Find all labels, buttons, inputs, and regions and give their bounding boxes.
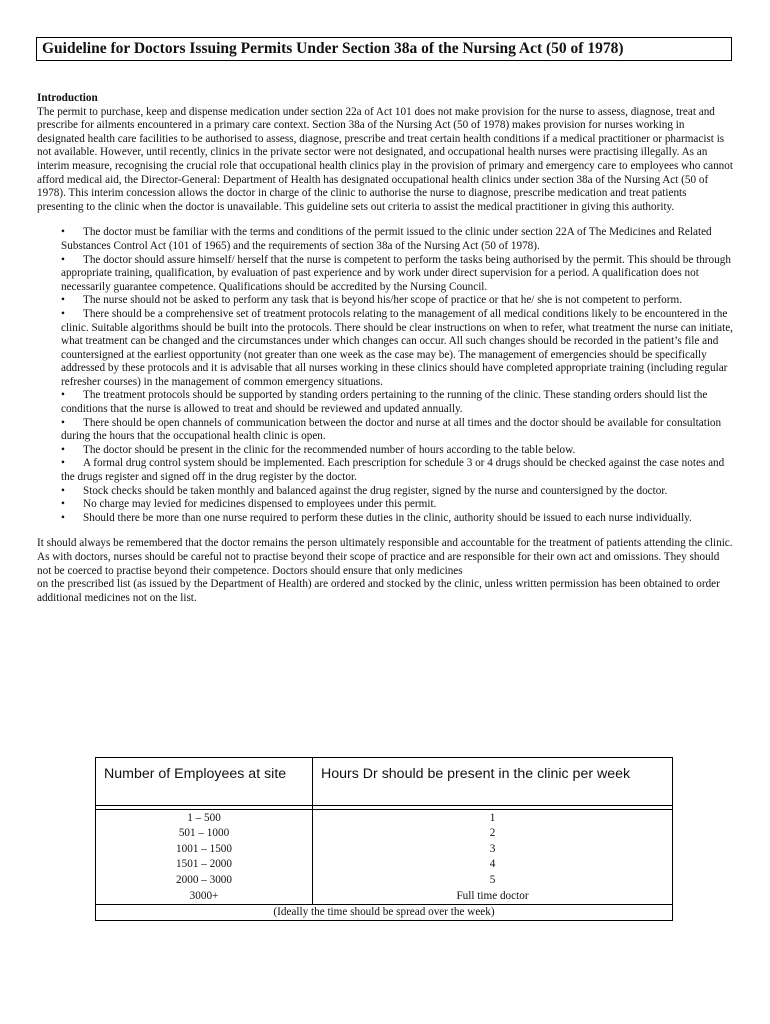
header-employees: Number of Employees at site [96, 758, 313, 806]
hours-cell: 2 [313, 826, 673, 842]
bullet-item [61, 485, 733, 499]
bullet-text: The treatment protocols should be supported by standing orders pertaining to the running of the clinic. These standing orders should list the conditions that the nurse is allowed to treat and should be reviewed and updated annually. [61, 389, 708, 416]
bullet-item [61, 512, 733, 526]
bullet-item [61, 294, 733, 308]
closing-section [37, 537, 733, 605]
table-note: (Ideally the time should be spread over the week) [96, 904, 673, 921]
table-row [96, 872, 673, 888]
bullet-icon: • [61, 443, 65, 456]
bullet-text: A formal drug control system should be implemented. Each prescription for schedule 3 or 4 drugs should be checked against the case notes and the drugs register and signed off in the drug register by the doctor. [61, 457, 725, 484]
employees-cell: 501 – 1000 [96, 826, 313, 842]
table-row [96, 857, 673, 873]
guideline-bullet-list [37, 226, 733, 525]
bullet-icon: • [61, 498, 65, 511]
employees-cell: 1501 – 2000 [96, 857, 313, 873]
table-row [96, 826, 673, 842]
employees-cell: 1001 – 1500 [96, 841, 313, 857]
bullet-item [61, 308, 733, 390]
hours-table [95, 757, 673, 921]
bullet-text: Stock checks should be taken monthly and balanced against the drug register, signed by the nurse and countersigned by the doctor. [83, 484, 668, 497]
hours-cell: 1 [313, 810, 673, 826]
bullet-item [61, 444, 733, 458]
employees-cell: 2000 – 3000 [96, 872, 313, 888]
hours-cell: 4 [313, 857, 673, 873]
bullet-text: No charge may levied for medicines dispensed to employees under this permit. [83, 498, 437, 511]
bullet-item [61, 254, 733, 295]
closing-paragraph-continued: on the prescribed list (as issued by the Department of Health) are ordered and stocked by the clinic, unless written permission has been obtained to order additional medicines not on the list. [37, 578, 720, 604]
table-note-row [96, 904, 673, 921]
bullet-item [61, 457, 733, 484]
hours-cell: 3 [313, 841, 673, 857]
table-row [96, 810, 673, 826]
bullet-item [61, 417, 733, 444]
bullet-text: The doctor should assure himself/ herself that the nurse is competent to perform the tasks being authorised by the permit. This should be through appropriate training, qualification, by evaluation of past experience and by work under direct supervision for a period. A qualification does not necessarily guarantee competence. Qualifications should be accredited by the Nursing Council. [61, 253, 731, 293]
table-header-row [96, 758, 673, 806]
bullet-item [61, 498, 733, 512]
introduction-heading: Introduction [37, 92, 98, 104]
bullet-text: Should there be more than one nurse required to perform these duties in the clinic, authority should be issued to each nurse individually. [83, 511, 692, 524]
hours-cell: 5 [313, 872, 673, 888]
bullet-icon: • [61, 294, 65, 307]
bullet-text: There should be a comprehensive set of treatment protocols relating to the management of all medical conditions likely to be encountered in the clinic. Suitable algorithms should be built into the protocols. There should be clear instructions on when to refer, what treatment the nurse can initiate, what treatment can be changed and the circumstances under which changes can occur. All such changes should be recorded in the patient’s file and countersigned at the earliest opportunity (not greater than one week as the case may be). The management of emergencies should be specifically addressed by these protocols and it is advisable that all nurses working in these clinics should have completed appropriate training (including regular refresher courses) in the management of common emergency situations. [61, 307, 733, 388]
bullet-icon: • [61, 416, 65, 429]
employees-cell: 1 – 500 [96, 810, 313, 826]
table-row [96, 841, 673, 857]
bullet-icon: • [61, 226, 65, 239]
bullet-icon: • [61, 307, 65, 320]
bullet-text: There should be open channels of communication between the doctor and nurse at all times and the doctor should be available for consultation during the hours that the occupational health clinic is open. [61, 416, 722, 443]
table-row [96, 888, 673, 904]
document-title: Guideline for Doctors Issuing Permits Under Section 38a of the Nursing Act (50 of 1978) [36, 37, 732, 61]
bullet-text: The nurse should not be asked to perform any task that is beyond his/her scope of practice or that he/ she is not competent to perform. [83, 294, 682, 307]
closing-paragraph: It should always be remembered that the doctor remains the person ultimately responsible and accountable for the treatment of patients attending the clinic. As with doctors, nurses should be careful not to practise beyond their scope of practice and are responsible for their own act and omissions. They should not be coerced to practise beyond their competence. Doctors should ensure that only medicines [37, 537, 733, 577]
document-body [37, 92, 733, 605]
bullet-text: The doctor should be present in the clinic for the recommended number of hours according to the table below. [83, 443, 576, 456]
bullet-icon: • [61, 457, 65, 470]
bullet-item [61, 389, 733, 416]
hours-cell: Full time doctor [313, 888, 673, 904]
header-hours: Hours Dr should be present in the clinic per week [313, 758, 673, 806]
introduction-paragraph: The permit to purchase, keep and dispense medication under section 22a of Act 101 does not make provision for the nurse to assess, diagnose, treat and prescribe for ailments encountered in a primary care context. Section 38a of the Nursing Act (50 of 1978) makes provision for nurses working in designated health care facilities to be authorised to assess, diagnose, prescribe and treat certain health conditions if a medical practitioner or pharmacist is not available. However, until recently, clinics in the private sector were not designated, and occupational health nurses were practising illegally. As an interim measure, recognising the crucial role that occupational health clinics play in the provision of primary and emergency care to employees who cannot afford medical aid, the Director-General: Department of Health has designated occupational health clinics under section 38a of the Nursing Act (50 of 1978). This interim concession allows the doctor in charge of the clinic to authorise the nurse to diagnose, prescribe medication and treat patients presenting to the clinic when the doctor is unavailable. This guideline sets out criteria to assist the medical practitioner in giving this authority. [37, 105, 733, 213]
employees-cell: 3000+ [96, 888, 313, 904]
bullet-icon: • [61, 253, 65, 266]
bullet-icon: • [61, 389, 65, 402]
bullet-text: The doctor must be familiar with the terms and conditions of the permit issued to the clinic under section 22A of The Medicines and Related Substances Control Act (101 of 1965) and the requirements of section 38a of the Nursing Act (50 of 1978). [61, 226, 712, 252]
bullet-icon: • [61, 511, 65, 524]
bullet-item [61, 226, 733, 253]
bullet-icon: • [61, 484, 65, 497]
